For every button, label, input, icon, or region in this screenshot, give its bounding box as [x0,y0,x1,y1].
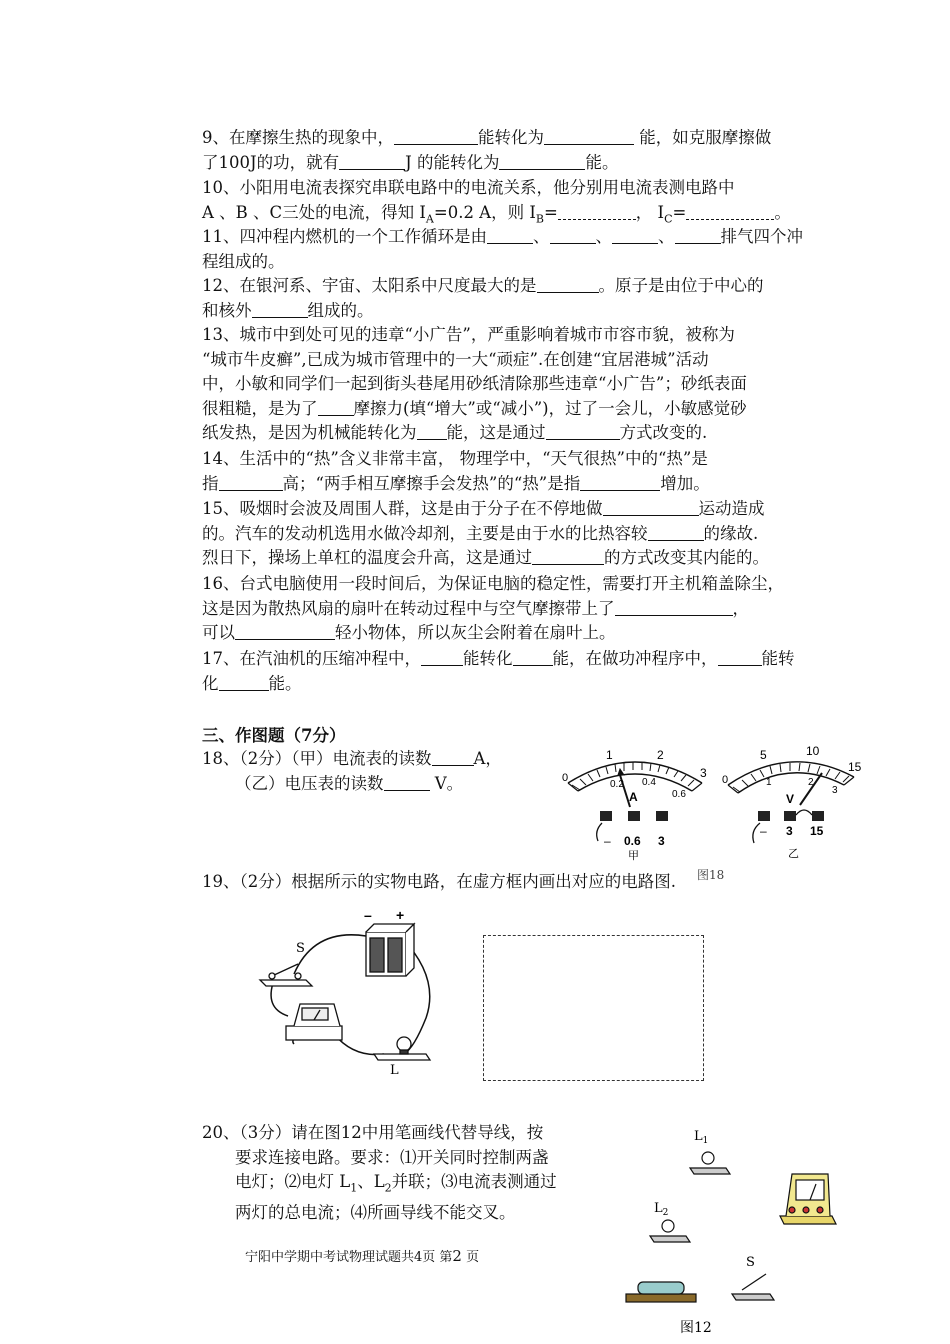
blank[interactable] [235,621,335,640]
voltmeter-scale-top-15: 15 [848,760,862,774]
blank[interactable] [532,546,604,565]
question-20: 20、（3分）请在图12中用笔画线代替导线，按 要求连接电路。要求：⑴开关同时控制两盏 电灯；⑵电灯 $L_1$、$L_2$并联；⑶电流表测通过 两灯的总电流；⑷所画导线不能交叉。 [202,1123,557,1222]
ammeter-terminal-3: 3 [658,834,665,848]
blank[interactable] [499,151,585,170]
ammeter-scale-top-3: 3 [700,766,707,780]
voltmeter-caption: 乙 [788,847,799,860]
ammeter-scale-top-1: 1 [606,748,613,762]
question-10: 10、小阳用电流表探究串联电路中的电流关系，他分别用电流表测电路中 A 、B 、C三处的电流，得知 $I_A=0.2$ A，则 $I_B=$ ， $I_C=$ 。 [202,178,791,225]
ammeter-component [780,1174,836,1224]
blank[interactable] [550,225,596,244]
blank[interactable] [615,597,733,616]
blank[interactable] [219,672,269,691]
blank[interactable] [603,497,699,516]
blank[interactable] [513,647,553,666]
ammeter-scale-bottom-3: 0.6 [672,789,686,800]
battery-minus: – [364,907,372,923]
ammeter-zero: 0 [562,772,569,784]
question-16: 16、台式电脑使用一段时间后，为保证电脑的稳定性，需要打开主机箱盖除尘， 这是因为散热风扇的扇叶在转动过程中与空气摩擦带上了 ， 可以 轻小物体，所以灰尘会附着在扇叶上。 [202,574,784,642]
lamp-l1-label: $L_1$ [694,1129,709,1146]
voltmeter-scale-bottom-2: 2 [808,777,814,788]
voltmeter-terminal-neg: – [760,824,767,838]
voltmeter-letter: V [786,792,795,806]
blank[interactable] [675,225,721,244]
blank[interactable] [558,201,636,220]
blank[interactable] [580,472,660,491]
blank[interactable] [432,747,474,766]
question-15: 15、吸烟时会波及周围人群，这是由于分子在不停地做 运动造成 的。汽车的发动机选用水做冷却剂，主要是由于水的比热容较 的缘故. 烈日下，操场上单杠的温度会升高，这是通过 的方式改变其内能的。 [202,499,769,567]
question-9: 9、在摩擦生热的现象中， 能转化为 能，如克服摩擦做 了100J的功，就有 J 的能转化为 能。 [202,128,772,172]
question-14: 14、生活中的“热”含义非常丰富， 物理学中，“天气很热”中的“热”是 指 高；“两手相互摩擦手会发热”的“热”是指 增加。 [202,449,710,493]
ammeter-terminal-06: 0.6 [624,834,641,848]
blank[interactable] [318,397,354,416]
page-footer: 宁阳中学期中考试物理试题共4页 第2 页 [245,1247,480,1265]
battery-plus: + [396,907,405,923]
switch-s-label: S [746,1255,755,1270]
voltmeter-terminal-3: 3 [786,824,793,838]
meters-figure [560,745,870,865]
figure-12-caption: 图12 [680,1320,712,1336]
ammeter-scale-bottom-2: 0.4 [642,777,656,788]
question-13: 13、城市中到处可见的违章“小广告”，严重影响着城市市容市貌，被称为 “城市牛皮癣”,已成为城市管理中的一大“顽症”.在创建“宜居港城”活动 中，小敏和同学们一起到街头巷尾用砂纸清除那些违章“小广告”；砂纸表面 很粗糙，是为了 摩擦力(填“增大”或“减小”)，过了一会儿，小敏感觉砂 纸发热，是因为机械能转化为 能，这是通过 方式改变的. [202,325,747,442]
blank[interactable] [417,421,447,440]
lamp-l1 [690,1152,730,1174]
ammeter-scale-bottom-1: 0.2 [610,779,624,790]
voltmeter-zero: 0 [722,774,729,786]
ammeter [286,1004,342,1040]
circuit-19-figure [254,908,444,1078]
blank[interactable] [339,151,405,170]
question-12: 12、在银河系、宇宙、太阳系中尺度最大的是 。原子是由位于中心的 和核外 组成的。 [202,276,764,320]
figure-12 [620,1124,840,1344]
ammeter-letter: A [629,790,638,804]
blank[interactable] [718,647,762,666]
ammeter-terminal-neg: – [604,834,611,848]
question-17: 17、在汽油机的压缩冲程中， 能转化 能，在做功冲程序中， 能转 化 能。 [202,649,795,693]
lamp-l2 [650,1220,690,1242]
lamp-label: L [390,1063,399,1078]
blank[interactable] [487,225,533,244]
blank[interactable] [648,522,704,541]
figure-18-label: 图18 [697,868,725,882]
switch-label: S [296,941,305,956]
voltmeter-scale-top-5: 5 [760,748,767,762]
switch [260,964,312,986]
battery [366,924,414,976]
blank[interactable] [537,274,599,293]
switch-component [732,1274,774,1300]
question-11: 11、四冲程内燃机的一个工作循环是由 、 、 、 排气四个冲 程组成的。 [202,227,803,271]
question-18: 18、（2分）（甲）电流表的读数 A， （乙）电压表的读数 V。 [202,749,502,793]
lamp-l2-label: $L_2$ [654,1201,669,1218]
blank[interactable] [546,421,620,440]
ammeter-caption: 甲 [628,849,639,862]
battery-component [626,1282,696,1302]
blank[interactable] [544,126,634,145]
blank[interactable] [384,772,430,791]
blank[interactable] [252,299,308,318]
blank[interactable] [686,201,774,220]
voltmeter-scale-top-10: 10 [806,744,820,758]
answer-box[interactable] [483,935,704,1081]
blank[interactable] [421,647,463,666]
blank[interactable] [219,472,283,491]
section-heading: 三、作图题（7分） [202,726,346,745]
blank[interactable] [612,225,658,244]
lamp [374,1037,430,1060]
voltmeter-scale-bottom-3: 3 [832,785,838,796]
ammeter-scale-top-2: 2 [657,748,664,762]
voltmeter-scale-bottom-1: 1 [766,777,772,788]
blank[interactable] [394,126,478,145]
question-19: 19、（2分）根据所示的实物电路，在虚方框内画出对应的电路图. [202,872,676,891]
voltmeter-terminal-15: 15 [810,824,824,838]
